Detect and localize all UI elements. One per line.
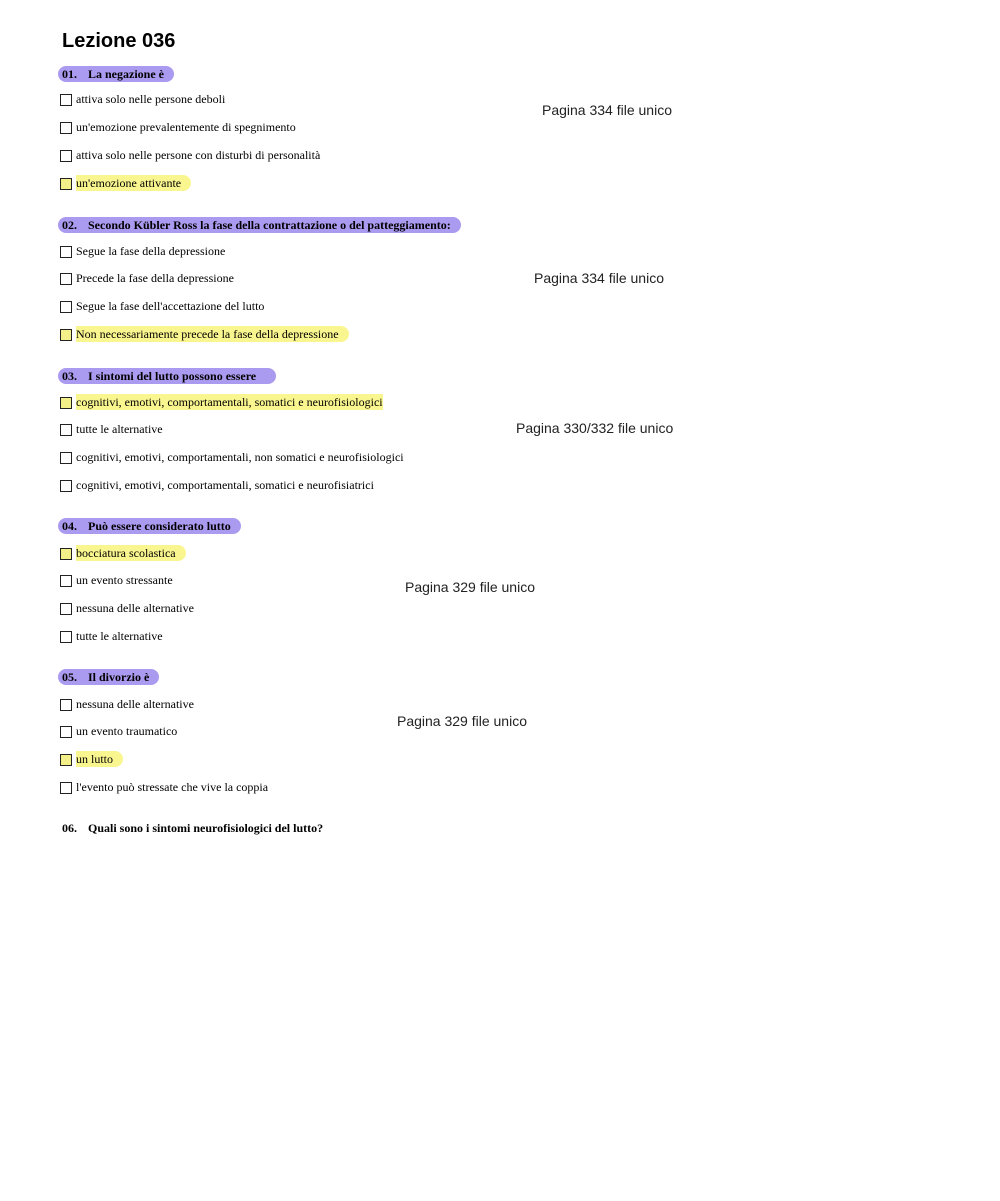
answer-option[interactable] [60,572,183,588]
question-text: Può essere considerato lutto [88,519,231,533]
question-heading [58,66,174,82]
checkbox[interactable] [60,575,72,587]
checkbox[interactable] [60,699,72,711]
checkbox[interactable] [60,726,72,738]
question-text: Secondo Kübler Ross la fase della contrattazione o del patteggiamento: [88,218,451,232]
option-text: Precede la fase della depressione [76,271,234,285]
question-heading [58,518,241,534]
checkbox[interactable] [60,329,72,341]
option-text: Segue la fase della depressione [76,244,226,258]
checkbox[interactable] [60,246,72,258]
question-text: La negazione è [88,67,164,81]
answer-option-correct[interactable] [60,175,191,191]
question-text: I sintomi del lutto possono essere [88,369,257,383]
option-text: nessuna delle alternative [76,601,194,615]
option-text: Non necessariamente precede la fase della depressione [76,326,349,342]
page-reference-note: Pagina 329 file unico [405,579,535,595]
question-number: 04. [62,519,77,533]
question-text: Il divorzio è [88,670,150,684]
option-text: un evento stressante [76,573,173,587]
answer-option[interactable] [60,270,244,286]
checkbox[interactable] [60,94,72,106]
page-title: Lezione 036 [62,30,176,52]
answer-option[interactable] [60,243,235,259]
checkbox[interactable] [60,480,72,492]
answer-option-correct[interactable] [60,751,123,767]
checkbox[interactable] [60,424,72,436]
checkbox[interactable] [60,548,72,560]
checkbox[interactable] [60,452,72,464]
checkbox[interactable] [60,122,72,134]
checkbox[interactable] [60,782,72,794]
answer-option[interactable] [60,147,330,163]
question-heading [58,669,159,685]
checkbox[interactable] [60,273,72,285]
checkbox[interactable] [60,178,72,190]
checkbox[interactable] [60,301,72,313]
option-text: tutte le alternative [76,629,163,643]
question-heading [58,820,333,836]
question-number: 03. [62,369,77,383]
option-text: l'evento può stressate che vive la coppia [76,780,269,794]
question-number: 06. [62,821,77,835]
answer-option[interactable] [60,449,414,465]
option-text: Segue la fase dell'accettazione del lutto [76,299,265,313]
question-heading [58,368,276,384]
checkbox[interactable] [60,754,72,766]
answer-option[interactable] [60,298,274,314]
question-number: 05. [62,670,77,684]
option-text: tutte le alternative [76,422,163,436]
question-number: 01. [62,67,77,81]
page-reference-note: Pagina 330/332 file unico [516,420,674,436]
answer-option[interactable] [60,600,204,616]
option-text: cognitivi, emotivi, comportamentali, somatici e neurofisiologici [76,395,383,409]
answer-option[interactable] [60,723,187,739]
option-text: un'emozione attivante [76,175,191,191]
answer-option[interactable] [60,477,384,493]
option-text: attiva solo nelle persone con disturbi di personalità [76,148,321,162]
answer-option[interactable] [60,119,306,135]
answer-option-correct[interactable] [60,545,186,561]
answer-option[interactable] [60,628,173,644]
answer-option-correct[interactable] [60,394,383,410]
option-text: nessuna delle alternative [76,697,194,711]
page-reference-note: Pagina 329 file unico [397,713,527,729]
answer-option[interactable] [60,91,235,107]
option-text: cognitivi, emotivi, comportamentali, somatici e neurofisiatrici [76,478,374,492]
question-text: Quali sono i sintomi neurofisiologici del lutto? [88,821,324,835]
checkbox[interactable] [60,397,72,409]
page-reference-note: Pagina 334 file unico [542,102,672,118]
question-number: 02. [62,218,77,232]
option-text: cognitivi, emotivi, comportamentali, non somatici e neurofisiologici [76,450,404,464]
answer-option-correct[interactable] [60,326,349,342]
question-heading [58,217,461,233]
checkbox[interactable] [60,150,72,162]
answer-option[interactable] [60,779,278,795]
page-reference-note: Pagina 334 file unico [534,270,664,286]
option-text: attiva solo nelle persone deboli [76,92,226,106]
answer-option[interactable] [60,696,204,712]
option-text: un evento traumatico [76,724,178,738]
answer-option[interactable] [60,421,173,437]
checkbox[interactable] [60,603,72,615]
option-text: un'emozione prevalentemente di spegnimento [76,120,296,134]
option-text: un lutto [76,751,123,767]
checkbox[interactable] [60,631,72,643]
option-text: bocciatura scolastica [76,545,186,561]
